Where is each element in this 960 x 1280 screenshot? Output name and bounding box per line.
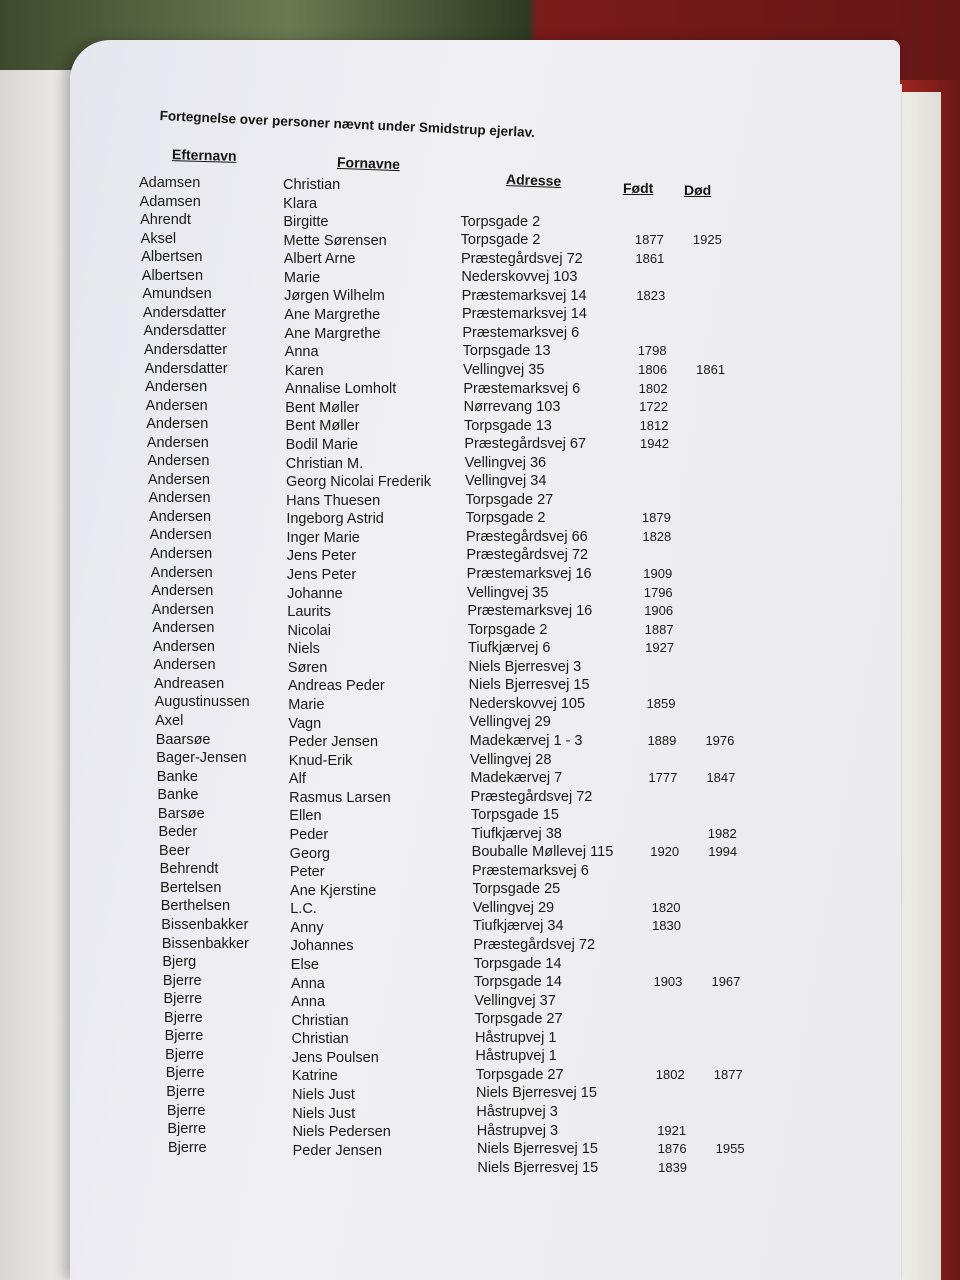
- cell-fodt: 1877: [634, 232, 664, 248]
- cell-adresse: Niels Bjerresvej 15: [477, 1141, 598, 1158]
- cell-efternavn: Andersen: [151, 583, 214, 600]
- cell-efternavn: Andersdatter: [144, 341, 228, 358]
- cell-efternavn: Bjerre: [164, 1009, 203, 1026]
- cell-adresse: Torpsgade 13: [462, 343, 551, 360]
- cell-fornavne: Karen: [284, 362, 324, 379]
- page-title: Fortegnelse over personer nævnt under Smidstrup ejerlav.: [159, 108, 536, 141]
- cell-efternavn: Andersen: [145, 379, 208, 396]
- cell-efternavn: Ahrendt: [140, 212, 191, 229]
- cell-fodt: 1802: [638, 380, 668, 396]
- cell-fornavne: Niels Just: [292, 1086, 355, 1103]
- cell-adresse: Præstegårdsvej 67: [464, 436, 587, 453]
- cell-adresse: Niels Bjerresvej 15: [468, 677, 590, 694]
- cell-adresse: Torpsgade 27: [474, 1011, 563, 1028]
- cell-adresse: Madekærvej 7: [470, 770, 563, 787]
- cell-fornavne: Christian: [291, 1012, 349, 1029]
- cell-efternavn: Andersdatter: [143, 323, 227, 340]
- cell-adresse: Præstegårdsvej 66: [466, 528, 588, 545]
- cell-fodt: 1802: [655, 1066, 685, 1082]
- cell-adresse: Præstegårdsvej 72: [473, 937, 596, 953]
- cell-adresse: Præstemarksvej 6: [472, 862, 589, 879]
- cell-fornavne: Peter: [289, 864, 325, 881]
- cell-adresse: Torpsgade 25: [472, 881, 561, 898]
- cell-fodt: 1903: [653, 974, 683, 990]
- cell-adresse: Præstemarksvej 16: [466, 566, 592, 582]
- cell-adresse: Tiufkjærvej 38: [471, 825, 562, 842]
- cell-fornavne: Anna: [291, 994, 326, 1011]
- cell-efternavn: Andersen: [147, 471, 210, 488]
- cell-dod: 1861: [696, 361, 726, 377]
- cell-fornavne: Anna: [290, 975, 325, 992]
- cell-dod: 1967: [711, 974, 741, 990]
- cell-adresse: Tiufkjærvej 6: [468, 640, 551, 657]
- cell-fornavne: Mette Sørensen: [283, 232, 387, 249]
- header-adresse: Adresse: [505, 171, 562, 189]
- cell-fornavne: Annalise Lomholt: [285, 381, 397, 398]
- cell-fodt: 1887: [644, 621, 674, 637]
- cell-fodt: 1798: [637, 343, 667, 359]
- cell-adresse: Håstrupvej 3: [476, 1122, 559, 1139]
- cell-efternavn: Andersen: [149, 527, 212, 544]
- cell-efternavn: Andersen: [152, 638, 215, 655]
- cell-dod: 1847: [706, 770, 736, 786]
- cell-fodt: 1889: [647, 732, 677, 748]
- header-efternavn: Efternavn: [171, 146, 237, 164]
- cell-fodt: 1722: [639, 399, 669, 415]
- cell-adresse: Torpsgade 14: [473, 955, 562, 972]
- cell-efternavn: Banke: [157, 787, 199, 804]
- cell-efternavn: Berthelsen: [160, 898, 231, 915]
- cell-efternavn: Bjerre: [166, 1083, 205, 1100]
- cell-fodt: 1879: [641, 510, 671, 526]
- header-fodt: Født: [623, 180, 654, 196]
- cell-fornavne: Peder Jensen: [292, 1142, 383, 1159]
- cell-efternavn: Baarsøe: [155, 731, 211, 748]
- cell-efternavn: Bjerre: [167, 1139, 207, 1156]
- cell-fornavne: Bodil Marie: [285, 436, 359, 453]
- cell-fodt: 1920: [650, 844, 680, 860]
- cell-fornavne: L.C.: [290, 901, 317, 918]
- cell-efternavn: Bjerre: [165, 1065, 205, 1082]
- cell-efternavn: Bertelsen: [160, 879, 222, 896]
- cell-adresse: Niels Bjerresvej 15: [476, 1085, 597, 1102]
- cell-fornavne: Georg Nicolai Frederik: [285, 474, 432, 491]
- cell-fodt: 1823: [636, 287, 666, 303]
- cell-efternavn: Behrendt: [159, 861, 219, 878]
- cell-fodt: 1859: [646, 695, 676, 711]
- cell-efternavn: Andersen: [147, 453, 210, 470]
- cell-fornavne: Hans Thuesen: [286, 492, 381, 509]
- cell-adresse: Præstemarksvej 14: [461, 287, 587, 304]
- cell-fornavne: Anny: [290, 919, 324, 936]
- cell-dod: 1925: [692, 232, 722, 248]
- cell-fornavne: Ane Margrethe: [284, 306, 381, 323]
- cell-fornavne: Anna: [284, 344, 319, 361]
- cell-efternavn: Andersen: [148, 490, 211, 507]
- cell-efternavn: Banke: [156, 768, 198, 785]
- cell-adresse: Vellingvej 28: [470, 751, 552, 768]
- cell-adresse: Torpsgade 2: [460, 213, 541, 230]
- cell-fodt: 1909: [643, 566, 673, 581]
- cell-fodt: 1796: [643, 584, 673, 600]
- cell-adresse: Bouballe Møllevej 115: [471, 844, 614, 861]
- cell-dod: 1877: [713, 1066, 743, 1082]
- cell-adresse: Præstegårdsvej 72: [461, 250, 583, 267]
- cell-adresse: Niels Bjerresvej 15: [477, 1159, 599, 1176]
- cell-fornavne: Ane Kjerstine: [290, 882, 377, 899]
- cell-efternavn: Bjerre: [165, 1046, 204, 1063]
- cell-efternavn: Andreasen: [154, 675, 225, 692]
- cell-adresse: Torpsgade 27: [475, 1066, 564, 1083]
- cell-adresse: Niels Bjerresvej 3: [468, 658, 582, 675]
- cell-fornavne: Klara: [283, 195, 318, 212]
- header-dod: Død: [684, 182, 712, 198]
- cell-efternavn: Adamsen: [139, 175, 201, 191]
- cell-fornavne: Jens Poulsen: [291, 1049, 379, 1066]
- cell-efternavn: Bjerre: [167, 1121, 207, 1138]
- cell-efternavn: Bjerre: [164, 1028, 204, 1045]
- cell-adresse: Præstemarksvej 16: [467, 603, 593, 620]
- cell-fornavne: Marie: [283, 269, 321, 286]
- cell-fornavne: Bent Møller: [285, 399, 360, 416]
- cell-efternavn: Bjerg: [162, 954, 197, 971]
- cell-fornavne: Christian M.: [285, 455, 364, 472]
- cell-fornavne: Jens Peter: [286, 548, 357, 565]
- cell-adresse: Vellingvej 37: [474, 992, 556, 1009]
- cell-fodt: 1906: [644, 603, 674, 619]
- cell-fornavne: Ingeborg Astrid: [286, 511, 384, 528]
- cell-adresse: Torpsgade 27: [465, 491, 554, 508]
- cell-fodt: 1921: [657, 1122, 687, 1138]
- cell-adresse: Præstegårdsvej 72: [470, 788, 593, 805]
- cell-fodt: 1828: [642, 528, 672, 544]
- cell-efternavn: Augustinussen: [154, 694, 250, 711]
- cell-efternavn: Amundsen: [142, 286, 212, 303]
- cell-efternavn: Beder: [158, 824, 198, 841]
- cell-fornavne: Birgitte: [283, 214, 329, 231]
- cell-fornavne: Niels Pedersen: [292, 1124, 391, 1141]
- cell-adresse: Håstrupvej 1: [475, 1029, 557, 1046]
- cell-fodt: 1861: [635, 250, 665, 266]
- cell-efternavn: Andersen: [153, 657, 216, 674]
- cell-efternavn: Bissenbakker: [161, 917, 249, 933]
- cell-efternavn: Andersen: [150, 564, 213, 581]
- cell-efternavn: Bjerre: [166, 1102, 206, 1119]
- cell-adresse: Torpsgade 2: [465, 510, 546, 527]
- cell-adresse: Vellingvej 35: [463, 361, 545, 378]
- cell-fornavne: Jørgen Wilhelm: [284, 288, 385, 305]
- cell-fornavne: Knud-Erik: [288, 752, 353, 769]
- cell-efternavn: Albertsen: [141, 267, 204, 284]
- cell-fornavne: Albert Arne: [283, 251, 356, 268]
- cell-adresse: Vellingvej 35: [467, 584, 549, 601]
- cell-fornavne: Jens Peter: [286, 566, 357, 583]
- cell-efternavn: Bissenbakker: [161, 935, 249, 952]
- cell-fornavne: Nicolai: [287, 622, 331, 639]
- cell-fornavne: Johanne: [287, 585, 343, 602]
- cell-fornavne: Christian: [283, 177, 341, 193]
- cell-adresse: Håstrupvej 1: [475, 1048, 557, 1065]
- cell-fornavne: Georg: [289, 845, 330, 862]
- cell-fodt: 1942: [640, 436, 669, 452]
- cell-fornavne: Inger Marie: [286, 529, 360, 546]
- cell-efternavn: Bjerre: [163, 991, 203, 1008]
- cell-adresse: Tiufkjærvej 34: [473, 918, 564, 935]
- cell-adresse: Vellingvej 34: [465, 473, 547, 490]
- cell-adresse: Vellingvej 29: [469, 714, 551, 731]
- cell-fodt: 1806: [638, 361, 668, 377]
- cell-adresse: Torpsgade 2: [467, 621, 548, 638]
- cell-adresse: Torpsgade 13: [464, 417, 552, 434]
- cell-efternavn: Andersen: [149, 508, 212, 525]
- cell-efternavn: Axel: [155, 712, 184, 729]
- cell-fornavne: Bent Møller: [285, 418, 360, 435]
- cell-fornavne: Niels: [287, 641, 320, 658]
- cell-fornavne: Katrine: [291, 1068, 338, 1085]
- cell-fornavne: Peder Jensen: [288, 734, 379, 751]
- cell-adresse: Nederskovvej 105: [469, 695, 586, 712]
- cell-adresse: Torpsgade 2: [460, 232, 541, 249]
- cell-fornavne: Peder: [289, 826, 329, 843]
- cell-fodt: 1876: [657, 1141, 687, 1157]
- cell-dod: 1994: [708, 844, 738, 860]
- cell-adresse: Torpsgade 15: [471, 807, 559, 824]
- cell-adresse: Præstemarksvej 6: [463, 380, 581, 397]
- cell-adresse: Præstemarksvej 6: [462, 324, 580, 341]
- cell-adresse: Nederskovvej 103: [461, 269, 578, 286]
- cell-efternavn: Andersdatter: [144, 360, 228, 377]
- cell-efternavn: Bjerre: [162, 972, 202, 989]
- cell-efternavn: Barsøe: [157, 805, 205, 822]
- cell-efternavn: Adamsen: [139, 193, 201, 210]
- cell-adresse: Vellingvej 36: [464, 454, 547, 471]
- cell-fornavne: Laurits: [287, 604, 331, 621]
- header-fornavne: Fornavne: [336, 153, 401, 173]
- cell-efternavn: Aksel: [140, 230, 177, 247]
- cell-dod: 1982: [707, 825, 737, 841]
- cell-fodt: 1812: [639, 417, 669, 433]
- cell-fodt: 1777: [648, 770, 678, 786]
- cell-fodt: 1927: [645, 640, 675, 656]
- cell-adresse: Præstegårdsvej 72: [466, 547, 589, 564]
- cell-fornavne: Søren: [287, 659, 328, 676]
- cell-fodt: 1830: [652, 918, 681, 934]
- cell-efternavn: Albertsen: [141, 249, 203, 266]
- cell-fornavne: Ellen: [289, 808, 322, 825]
- cell-adresse: Præstemarksvej 14: [462, 306, 587, 323]
- cell-fornavne: Marie: [288, 696, 325, 713]
- cell-dod: 1976: [705, 732, 735, 748]
- cell-efternavn: Bager-Jensen: [156, 750, 247, 767]
- cell-fornavne: Niels Just: [292, 1105, 356, 1122]
- cell-fornavne: Vagn: [288, 715, 322, 732]
- cell-fornavne: Else: [290, 956, 319, 973]
- cell-efternavn: Andersen: [145, 397, 208, 414]
- cell-fornavne: Johannes: [290, 938, 354, 955]
- cell-adresse: Håstrupvej 3: [476, 1103, 558, 1120]
- cell-efternavn: Andersen: [151, 601, 214, 618]
- cell-efternavn: Andersdatter: [142, 304, 226, 321]
- cell-fornavne: Ane Margrethe: [284, 325, 381, 342]
- cell-efternavn: Andersen: [146, 416, 209, 433]
- cell-fodt: 1820: [651, 899, 681, 915]
- cell-fornavne: Alf: [288, 771, 306, 788]
- cell-adresse: Torpsgade 14: [474, 974, 562, 991]
- cell-efternavn: Andersen: [146, 434, 209, 451]
- cell-fornavne: Andreas Peder: [288, 678, 385, 695]
- cell-fodt: 1839: [658, 1159, 688, 1175]
- cell-fornavne: Christian: [291, 1031, 349, 1048]
- cell-adresse: Nørrevang 103: [463, 399, 561, 416]
- cell-efternavn: Andersen: [150, 546, 213, 562]
- cell-adresse: Madekærvej 1 - 3: [469, 732, 583, 749]
- cell-efternavn: Andersen: [152, 620, 215, 637]
- cell-dod: 1955: [715, 1141, 745, 1157]
- cell-efternavn: Beer: [159, 842, 190, 859]
- cell-fornavne: Rasmus Larsen: [289, 789, 391, 806]
- cell-adresse: Vellingvej 29: [472, 899, 555, 916]
